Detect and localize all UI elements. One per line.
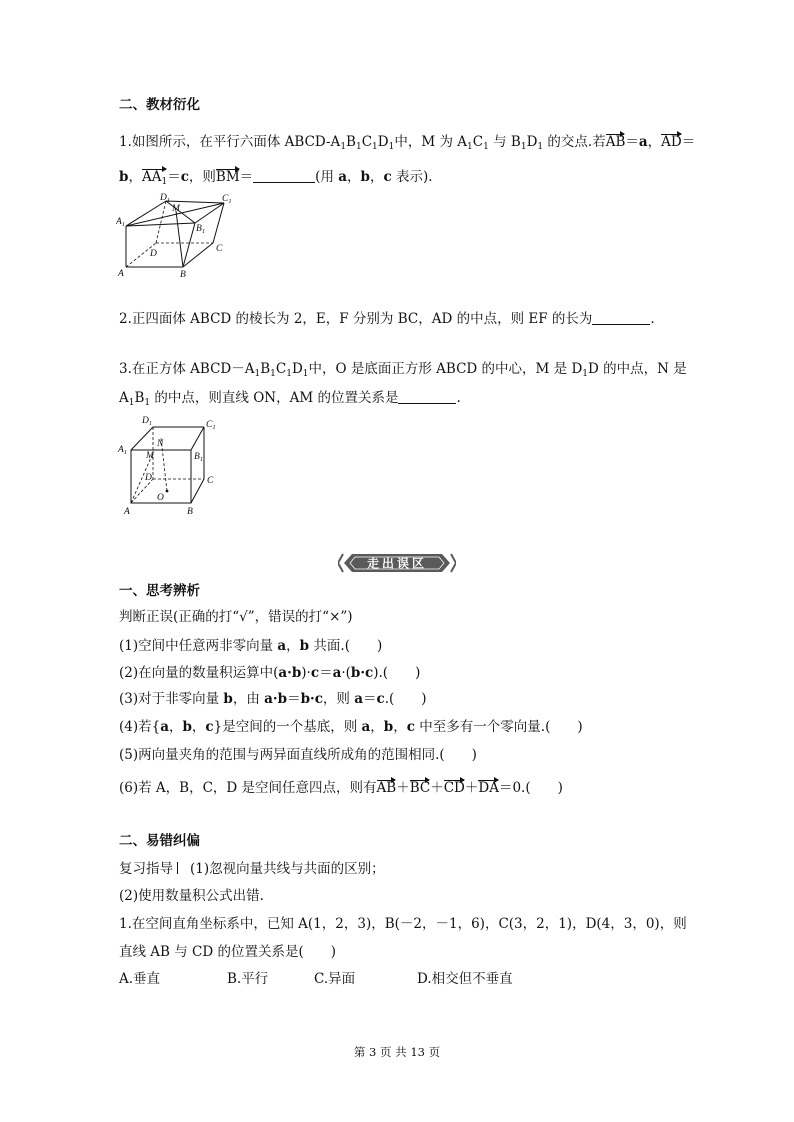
label-a: A [118,269,124,279]
text: ＝0.( ) [498,780,563,796]
vector-ab: AB [605,134,626,150]
text: . [650,311,655,327]
label-o: O [157,493,164,503]
subscript: 1 [161,177,168,187]
label-a1 [117,445,127,456]
judgement-item-2 [119,664,420,682]
text: 3.在正方体 ABCD－A [119,361,255,377]
text: (1)空间中任意两非零向量 [119,638,278,654]
text: ， [370,719,384,735]
text: ＝ [681,134,696,150]
text: 表示). [391,169,433,185]
text: D 的中点，N 是 [588,361,687,377]
text: C [472,134,484,150]
vector-aa1 [142,168,167,186]
text: 的交点.若 [543,134,606,150]
text: 的中点，则直线 ON，AM 的位置关系是 [150,390,399,406]
bold-var: a [332,665,342,681]
bold-var: c [205,719,214,735]
edge-bb1 [183,223,195,267]
judgement-item-5 [119,746,477,764]
label-b1-letter: B [194,452,200,462]
section-heading-textbook: 二、教材衍化 [119,97,200,113]
text: ·( [341,665,351,681]
bold-var: c [383,169,392,185]
q3-line1 [119,360,687,378]
answer-blank [253,170,315,183]
option-c: C.异面 [314,971,356,987]
subscript: 1 [372,142,378,152]
bold-var: b [383,719,394,735]
label-b1-letter: B [196,224,202,234]
banner-left-chevron [338,554,343,572]
q3-line2 [119,389,461,407]
bold-var: a [160,719,169,735]
label-c1-letter: C [222,194,229,204]
edge-a1d1 [126,201,166,226]
judgement-item-3 [119,690,427,708]
subscript: 1 [128,398,135,408]
text: 2.正四面体 ABCD 的棱长为 2，E，F 分别为 BC，AD 的中点，则 EF 的长为 [119,311,593,327]
diag-b1d1 [166,201,195,223]
text: ， [128,169,142,185]
text: D [526,134,538,150]
label-b1 [196,224,205,235]
text: 1.如图所示，在平行六面体 ABCD-A [119,134,341,150]
cube-figure [116,412,226,520]
text: ＝ [362,691,377,707]
subscript: 1 [144,398,151,408]
label-d1 [141,416,152,427]
label-b1-sub: 1 [199,456,204,463]
text: }是空间的一个基底，则 [213,719,362,735]
text: ，则 [188,169,216,185]
text: ，则 [322,691,355,707]
option-b: B.平行 [227,971,269,987]
label-d1-sub: 1 [148,420,153,427]
errors-q1-line1: 1.在空间直角坐标系中，已知 A(1，2，3)，B(－2，－1，6)，C(3，2，1)，D(4，3，0)，则 [119,916,687,932]
text: B [260,361,271,377]
text: AA [141,169,162,185]
review-guide-1: (1)忽视向量共线与共面的区别； [190,861,385,877]
label-c1 [206,420,216,431]
bold-var: a·b [278,665,302,681]
text: (4)若{ [119,719,161,735]
subscript: 1 [254,369,261,379]
judgement-intro: 判断正误(正确的打“√”，错误的打“×”) [119,609,353,625]
bold-var: b·c [300,691,323,707]
parallelepiped-figure [116,190,236,280]
edge-b1c1 [191,427,204,450]
text: .( ) [384,691,427,707]
text: ， [191,719,206,735]
text: (用 [315,169,339,185]
label-d1-letter: D [160,193,167,203]
label-a1-letter: A [116,217,122,227]
text: A [119,390,129,406]
q1-line2 [119,168,433,186]
label-c1-letter: C [206,420,213,430]
answer-blank [398,391,456,404]
subscript: 1 [302,369,309,379]
text: ).( ) [373,665,421,681]
section-heading-thinking: 一、思考辨析 [119,583,200,599]
label-c1 [222,194,232,205]
vector-bm: BM [215,169,240,185]
label-d: D [150,249,157,259]
subscript: 1 [483,142,489,152]
bold-var: a·b [264,691,288,707]
bold-var: b [119,169,129,185]
subscript: 1 [286,369,292,379]
section-banner [338,552,456,574]
text: ， [286,638,300,654]
text: ， [647,134,662,150]
judgement-item-6 [119,779,563,797]
text: ＝ [625,134,639,150]
bold-var: b·c [350,665,374,681]
text: 中，O 是底面正方形 ABCD 的中心，M 是 D [308,361,583,377]
text: (6)若 A，B，C，D 是空间任意四点，则有 [119,780,377,796]
bold-var: a [354,691,363,707]
text: 与 B [488,134,521,150]
vector-ab: AB [376,780,397,796]
subscript: 1 [537,142,544,152]
text: D [291,361,303,377]
text: C [361,134,373,150]
bold-var: a [361,719,371,735]
label-c: C [207,476,214,486]
text: (5)两向量夹角的范围与两异面直线所成角的范围相同.( ) [119,747,477,763]
label-d: D [145,473,152,483]
edge-bc [191,479,204,503]
point-o [166,490,169,493]
text: D [377,134,389,150]
text: ＋ [464,780,479,796]
label-b: B [187,507,193,517]
text: 中，M 为 A [394,134,467,150]
vector-da: DA [478,780,499,796]
review-guide-line [119,860,385,878]
label-a1-letter: A [118,445,124,455]
text: ， [369,169,384,185]
subscript: 1 [355,142,362,152]
text: 共面.( ) [309,638,383,654]
bold-var: c [376,691,385,707]
bold-var: b [360,169,370,185]
subscript: 1 [388,142,395,152]
label-d1 [159,193,170,204]
judgement-item-1 [119,637,382,655]
label-a: A [124,507,130,517]
label-b1-sub: 1 [201,228,206,235]
subscript: 1 [582,369,589,379]
subscript: 1 [467,142,473,152]
label-c: C [216,244,223,254]
q2-line [119,310,655,328]
subscript: 1 [340,142,347,152]
label-c1-sub: 1 [228,198,232,205]
text: . [456,390,461,406]
text: (3)对于非零向量 [119,691,224,707]
vector-cd: CD [443,780,465,796]
section-heading-errors: 二、易错纠偏 [119,833,200,849]
text: 中至多有一个零向量.( ) [414,719,583,735]
label-b1 [194,452,203,463]
label-d1-sub: 1 [166,197,171,204]
bold-var: b [223,691,233,707]
q1-line1 [119,133,695,151]
subscript: 1 [270,369,276,379]
text: B [346,134,356,150]
bold-var: b [299,638,310,654]
label-c1-sub: 1 [212,424,216,431]
subscript: 1 [520,142,527,152]
guide-divider [177,862,178,874]
answer-blank [592,312,650,325]
label-a1-sub: 1 [121,221,126,228]
judgement-item-4 [119,718,583,736]
label-a1 [116,217,125,228]
edge-d1c1 [166,201,224,203]
option-a: A.垂直 [119,971,161,987]
bold-var: c [310,665,320,681]
label-b: B [180,270,186,280]
errors-q1-line2: 直线 AB 与 CD 的位置关系是( ) [119,944,337,960]
page-footer: 第 3 页 共 13 页 [353,1045,441,1059]
bold-var: c [180,169,189,185]
text: C [275,361,287,377]
bold-var: c [406,719,415,735]
edge-dd1-hidden [156,201,166,243]
text: ， [393,719,407,735]
text: ， [346,169,361,185]
banner-right-chevron [451,554,456,572]
text: ，由 [232,691,265,707]
review-guide-2: (2)使用数量积公式出错. [119,888,264,904]
banner-text: 走出误区 [366,556,428,571]
edge-a1d1 [131,427,153,450]
text: ＋ [430,780,444,796]
bold-var: b [182,719,192,735]
text: (2)在向量的数量积运算中( [119,665,279,681]
label-d1-letter: D [142,416,149,426]
label-m: M [172,204,180,214]
text: ＝ [239,169,254,185]
text: ＋ [396,780,410,796]
option-d: D.相交但不垂直 [417,971,513,987]
bold-var: a [338,169,347,185]
label-m: M [146,451,154,461]
label-a1-sub: 1 [123,449,128,456]
edge-bc [183,243,213,267]
vector-bc: BC [409,780,431,796]
text: )· [301,665,311,681]
text: ＝ [287,691,301,707]
label-n: N [157,439,164,449]
segment-bm [176,211,183,267]
text: ， [168,719,183,735]
text: ＝ [167,169,181,185]
text: ＝ [319,665,333,681]
review-guide-label: 复习指导 [119,861,173,877]
bold-var: a [638,134,648,150]
text: B [134,390,145,406]
vector-ad: AD [661,134,682,150]
bold-var: a [277,638,287,654]
